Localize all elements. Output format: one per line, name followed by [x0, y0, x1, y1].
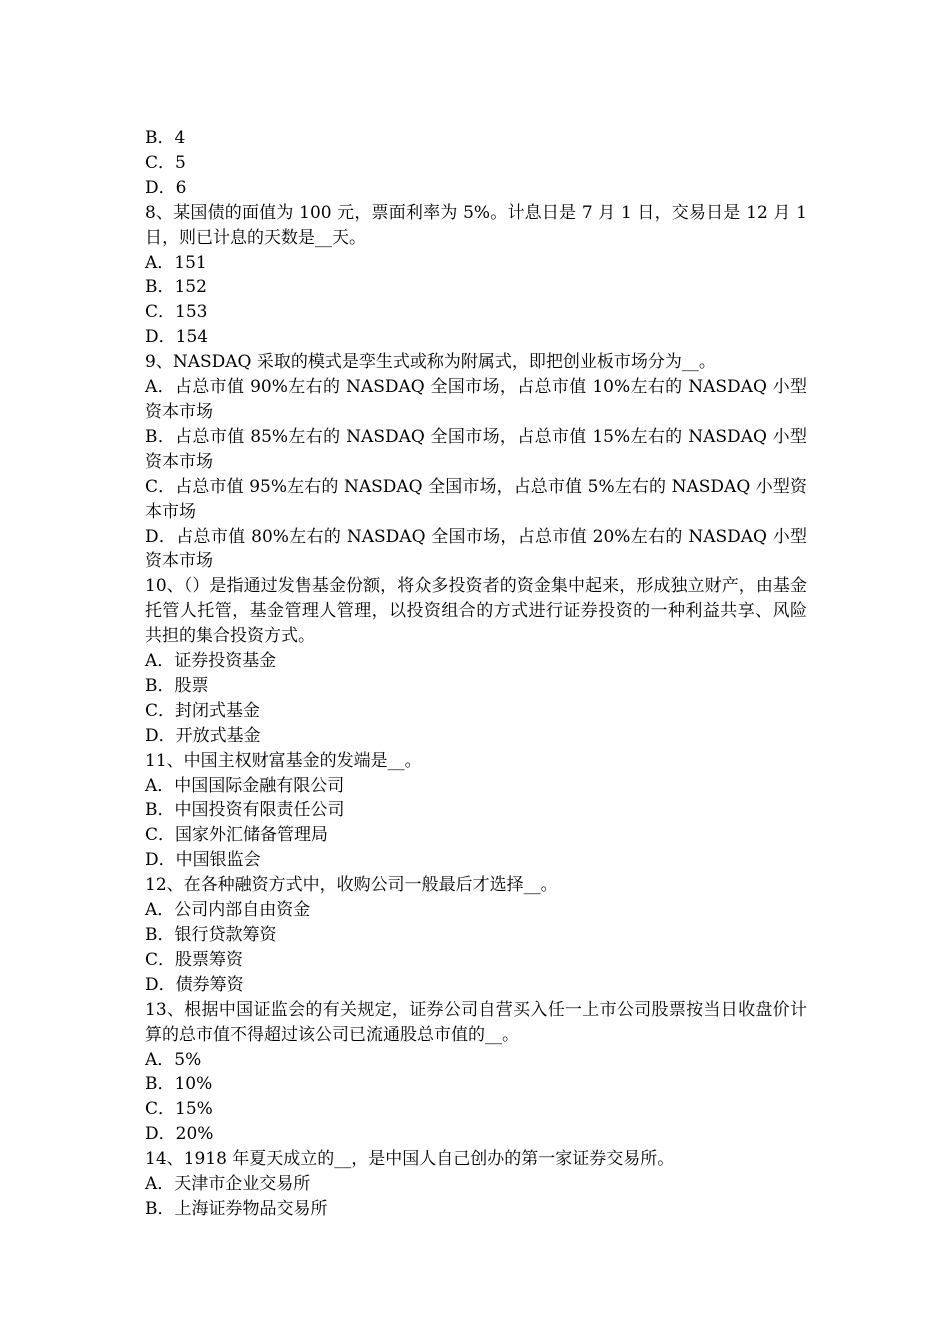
question-8-option-a: A．151	[145, 252, 207, 273]
question-13-option-b: B．10%	[145, 1074, 213, 1095]
question-11-option-b: B．中国投资有限责任公司	[145, 800, 345, 821]
question-14-stem: 14、1918 年夏天成立的__，是中国人自己创办的第一家证券交易所。	[145, 1149, 675, 1170]
question-10-option-c: C．封闭式基金	[145, 700, 261, 721]
question-8-option-b: B．152	[145, 277, 207, 298]
question-8-option-d: D．154	[145, 327, 209, 348]
document-body	[145, 126, 807, 1222]
question-10-stem: 10、（）是指通过发售基金份额，将众多投资者的资金集中起来，形成独立财产，由基金托管人托管，基金管理人管理，以投资组合的方式进行证券投资的一种利益共享、风险共担的集合投资方式。	[145, 576, 807, 647]
question-11-option-a: A．中国国际金融有限公司	[145, 775, 345, 796]
option-b: B．4	[145, 128, 186, 148]
question-9-option-c: C．占总市值 95%左右的 NASDAQ 全国市场，占总市值 5%左右的 NASDAQ 小型资本市场	[145, 476, 807, 522]
question-11-option-d: D．中国银监会	[145, 850, 261, 871]
question-10-option-a: A．证券投资基金	[145, 651, 277, 672]
question-13-option-a: A．5%	[145, 1049, 202, 1070]
option-d: D．6	[145, 177, 187, 198]
question-9-option-b: B．占总市值 85%左右的 NASDAQ 全国市场，占总市值 15%左右的 NASDAQ 小型资本市场	[145, 426, 807, 472]
option-c: C．5	[145, 152, 186, 173]
question-8-option-c: C．153	[145, 302, 208, 323]
question-11-stem: 11、中国主权财富基金的发端是__。	[145, 750, 422, 771]
question-11-option-c: C．国家外汇储备管理局	[145, 825, 329, 846]
question-9-option-d: D．占总市值 80%左右的 NASDAQ 全国市场，占总市值 20%左右的 NASDAQ 小型资本市场	[145, 526, 807, 572]
question-12-stem: 12、在各种融资方式中，收购公司一般最后才选择__。	[145, 875, 558, 896]
question-10-option-b: B．股票	[145, 675, 209, 696]
question-9-option-a: A．占总市值 90%左右的 NASDAQ 全国市场，占总市值 10%左右的 NASDAQ 小型资本市场	[145, 377, 807, 422]
question-13-stem: 13、根据中国证监会的有关规定，证券公司自营买入任一上市公司股票按当日收盘价计算的总市值不得超过该公司已流通股总市值的__。	[145, 999, 807, 1045]
question-10-option-d: D．开放式基金	[145, 725, 261, 746]
question-12-option-a: A．公司内部自由资金	[145, 900, 311, 921]
question-9-stem: 9、NASDAQ 采取的模式是孪生式或称为附属式，即把创业板市场分为__。	[145, 352, 716, 373]
question-12-option-c: C．股票筹资	[145, 949, 244, 970]
question-8-stem: 8、某国债的面值为 100 元，票面利率为 5%。计息日是 7 月 1 日，交易日是 12 月 1 日，则已计息的天数是__天。	[145, 202, 807, 248]
question-14-option-b: B．上海证券物品交易所	[145, 1198, 328, 1219]
question-14-option-a: A．天津市企业交易所	[145, 1174, 311, 1195]
question-13-option-d: D．20%	[145, 1124, 214, 1145]
question-12-option-b: B．银行贷款筹资	[145, 925, 277, 945]
question-13-option-c: C．15%	[145, 1099, 213, 1120]
question-12-option-d: D．债券筹资	[145, 974, 244, 995]
